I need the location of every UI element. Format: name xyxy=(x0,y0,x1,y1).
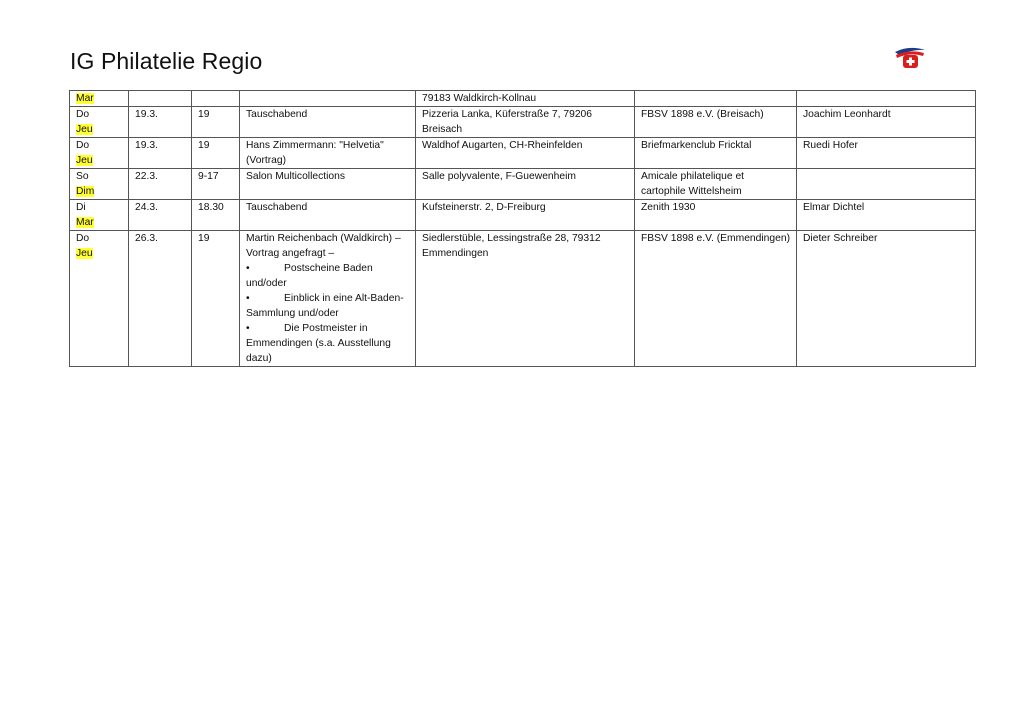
bullet-icon: • xyxy=(246,263,250,274)
event-main-text: Martin Reichenbach (Waldkirch) – Vortrag angefragt – xyxy=(246,233,401,259)
date-cell: 19.3. xyxy=(129,107,192,138)
event-cell: Salon Multicollections xyxy=(240,169,416,200)
time-cell: 19 xyxy=(192,107,240,138)
table-row xyxy=(70,231,976,367)
day-fr: Jeu xyxy=(76,248,93,259)
day-fr: Mar xyxy=(76,93,94,104)
day-fr: Mar xyxy=(76,217,94,228)
event-cell xyxy=(240,231,416,367)
table-row xyxy=(70,200,976,231)
event-bullet-text: Einblick in eine Alt-Baden-Sammlung und/oder xyxy=(246,293,404,319)
time-cell: 9-17 xyxy=(192,169,240,200)
location-cell: 79183 Waldkirch-Kollnau xyxy=(416,91,635,107)
contact-cell xyxy=(797,169,976,200)
day-fr: Dim xyxy=(76,186,95,197)
day-cell xyxy=(70,91,129,107)
swiss-flag-emblem-icon xyxy=(893,43,927,71)
location-cell: Waldhof Augarten, CH-Rheinfelden xyxy=(416,138,635,169)
organizer-cell: FBSV 1898 e.V. (Breisach) xyxy=(635,107,797,138)
day-fr: Jeu xyxy=(76,124,93,135)
contact-cell: Dieter Schreiber xyxy=(797,231,976,367)
day-de: Do xyxy=(76,140,90,151)
date-cell: 19.3. xyxy=(129,138,192,169)
day-cell xyxy=(70,138,129,169)
event-cell xyxy=(240,91,416,107)
table-row xyxy=(70,107,976,138)
day-de: Di xyxy=(76,202,86,213)
event-cell: Hans Zimmermann: "Helvetia" (Vortrag) xyxy=(240,138,416,169)
day-cell xyxy=(70,107,129,138)
contact-cell: Elmar Dichtel xyxy=(797,200,976,231)
event-bullet-item xyxy=(246,261,409,291)
day-de: Do xyxy=(76,233,90,244)
date-cell: 24.3. xyxy=(129,200,192,231)
day-de: Do xyxy=(76,109,90,120)
contact-cell xyxy=(797,91,976,107)
event-bullet-item xyxy=(246,321,409,366)
location-cell: Salle polyvalente, F-Guewenheim xyxy=(416,169,635,200)
location-cell: Pizzeria Lanka, Küferstraße 7, 79206 Breisach xyxy=(416,107,635,138)
event-bullet-text: Die Postmeister in Emmendingen (s.a. Ausstellung dazu) xyxy=(246,323,391,364)
table-row xyxy=(70,138,976,169)
bullet-icon: • xyxy=(246,293,250,304)
event-cell: Tauschabend xyxy=(240,200,416,231)
day-fr: Jeu xyxy=(76,155,93,166)
location-cell: Siedlerstüble, Lessingstraße 28, 79312 Emmendingen xyxy=(416,231,635,367)
event-bullet-item xyxy=(246,291,409,321)
organizer-cell xyxy=(635,91,797,107)
table-row xyxy=(70,169,976,200)
time-cell: 19 xyxy=(192,138,240,169)
day-cell xyxy=(70,200,129,231)
organizer-cell: FBSV 1898 e.V. (Emmendingen) xyxy=(635,231,797,367)
organizer-cell: Zenith 1930 xyxy=(635,200,797,231)
event-schedule-table xyxy=(69,90,976,367)
organizer-cell: Amicale philatelique et cartophile Wittelsheim xyxy=(635,169,797,200)
day-cell xyxy=(70,231,129,367)
time-cell: 18.30 xyxy=(192,200,240,231)
table-row xyxy=(70,91,976,107)
date-cell xyxy=(129,91,192,107)
contact-cell: Joachim Leonhardt xyxy=(797,107,976,138)
location-cell: Kufsteinerstr. 2, D-Freiburg xyxy=(416,200,635,231)
date-cell: 22.3. xyxy=(129,169,192,200)
time-cell: 19 xyxy=(192,231,240,367)
event-cell: Tauschabend xyxy=(240,107,416,138)
time-cell xyxy=(192,91,240,107)
date-cell: 26.3. xyxy=(129,231,192,367)
event-bullet-text: Postscheine Baden und/oder xyxy=(246,263,373,289)
bullet-icon: • xyxy=(246,323,250,334)
organizer-cell: Briefmarkenclub Fricktal xyxy=(635,138,797,169)
day-de: So xyxy=(76,171,89,182)
day-cell xyxy=(70,169,129,200)
contact-cell: Ruedi Hofer xyxy=(797,138,976,169)
page-title: IG Philatelie Regio xyxy=(70,48,263,74)
